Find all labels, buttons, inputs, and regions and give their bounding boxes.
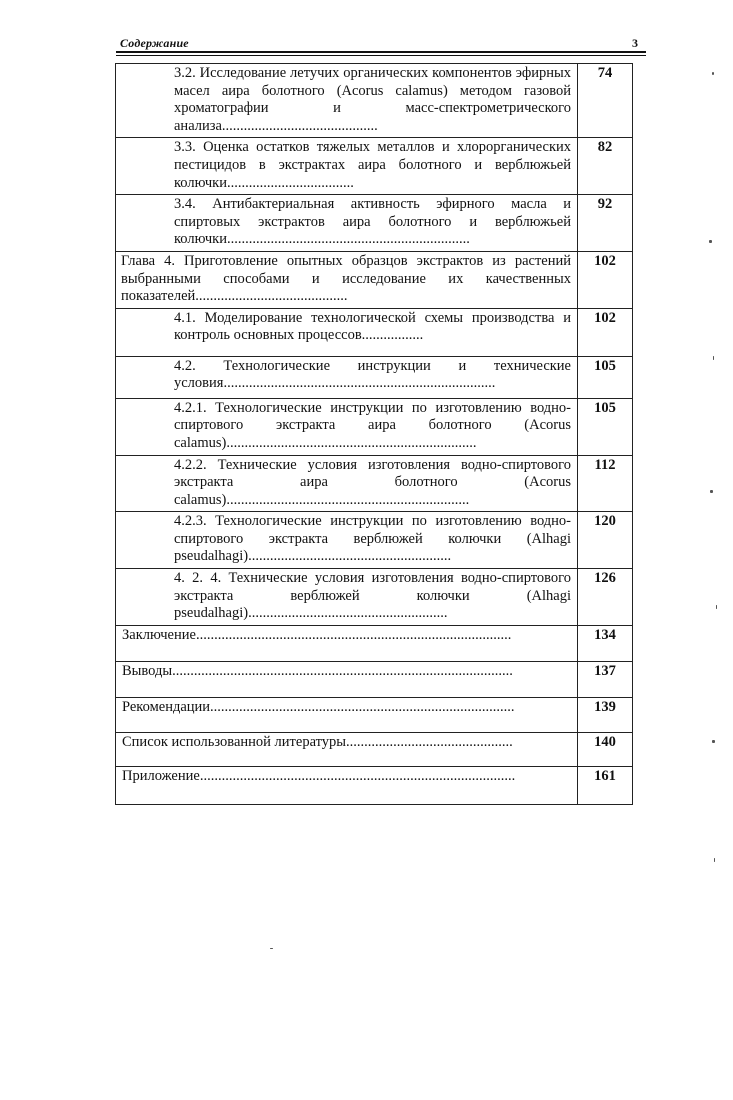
toc-row: [116, 64, 633, 138]
toc-entry-page: 120: [578, 512, 633, 569]
toc-row: [116, 766, 633, 804]
toc-entry-page: 161: [578, 766, 633, 804]
toc-row: [116, 138, 633, 195]
toc-entry-page: 82: [578, 138, 633, 195]
toc-row: [116, 251, 633, 308]
toc-entry-page: 134: [578, 625, 633, 661]
toc-entry-text: Заключение.......................................................................................: [116, 625, 578, 661]
toc-row: [116, 697, 633, 732]
toc-entry-text: Выводы..............................................................................................: [116, 661, 578, 697]
scan-speck: [713, 356, 714, 360]
toc-entry-text: 3.3. Оценка остатков тяжелых металлов и хлорорганических пестицидов в экстрактах аира болотного и верблюжьей колючки...................................: [116, 138, 578, 195]
toc-row: [116, 356, 633, 398]
running-header-title: Содержание: [120, 36, 189, 50]
toc-row: [116, 398, 633, 455]
toc-entry-text: Приложение.......................................................................................: [116, 766, 578, 804]
toc-entry-page: 102: [578, 251, 633, 308]
toc-entry-text: Список использованной литературы..............................................: [116, 732, 578, 766]
toc-entry-text: 4.2.2. Технические условия изготовления водно-спиртового экстракта аира болотного (Acorus calamus)...................................................................: [116, 455, 578, 512]
scan-speck: [710, 490, 713, 493]
page-number: 3: [632, 36, 638, 50]
toc-entry-page: 102: [578, 308, 633, 356]
toc-entry-page: 112: [578, 455, 633, 512]
toc-row: [116, 569, 633, 626]
toc-entry-text: 4. 2. 4. Технические условия изготовления водно-спиртового экстракта верблюжей колючки (Alhagi pseudalhagi).......................................................: [116, 569, 578, 626]
toc-entry-text: 3.4. Антибактериальная активность эфирного масла и спиртовых экстрактов аира болотного и верблюжьей колючки...................................................................: [116, 195, 578, 252]
toc-entry-page: 92: [578, 195, 633, 252]
toc-entry-page: 126: [578, 569, 633, 626]
toc-entry-page: 137: [578, 661, 633, 697]
toc-entry-page: 139: [578, 697, 633, 732]
toc-entry-text: 4.2.3. Технологические инструкции по изготовлению водно-спиртового экстракта верблюжей колючки (Alhagi pseudalhagi)........................................................: [116, 512, 578, 569]
scan-speck: [712, 72, 714, 75]
scan-speck: [712, 740, 715, 743]
toc-row: [116, 661, 633, 697]
scan-speck: [714, 858, 715, 862]
toc-entry-text: 4.1. Моделирование технологической схемы производства и контроль основных процессов.................: [116, 308, 578, 356]
toc-entry-page: 105: [578, 356, 633, 398]
toc-row: [116, 455, 633, 512]
scan-speck: [716, 605, 717, 609]
toc-row: [116, 512, 633, 569]
toc-row: [116, 195, 633, 252]
table-of-contents: [115, 63, 633, 805]
toc-entry-page: 74: [578, 64, 633, 138]
toc-entry-page: 140: [578, 732, 633, 766]
header-rule-thin: [116, 55, 646, 56]
scan-speck: [709, 240, 712, 243]
header-rule-thick: [116, 51, 646, 53]
toc-entry-text: 4.2. Технологические инструкции и технические условия...........................................................................: [116, 356, 578, 398]
toc-row: [116, 732, 633, 766]
toc-entry-page: 105: [578, 398, 633, 455]
toc-row: [116, 625, 633, 661]
toc-entry-text: 4.2.1. Технологические инструкции по изготовлению водно-спиртового экстракта аира болотного (Acorus calamus).....................................................................: [116, 398, 578, 455]
toc-entry-text: Рекомендации....................................................................................: [116, 697, 578, 732]
toc-entry-text: 3.2. Исследование летучих органических компонентов эфирных масел аира болотного (Acorus calamus) методом газовой хроматографии и масс-спектрометрического анализа...........................................: [116, 64, 578, 138]
scan-speck: [270, 948, 273, 949]
toc-row: [116, 308, 633, 356]
toc-entry-text: Глава 4. Приготовление опытных образцов экстрактов из растений выбранными способами и исследование их качественных показателей..........................................: [116, 251, 578, 308]
